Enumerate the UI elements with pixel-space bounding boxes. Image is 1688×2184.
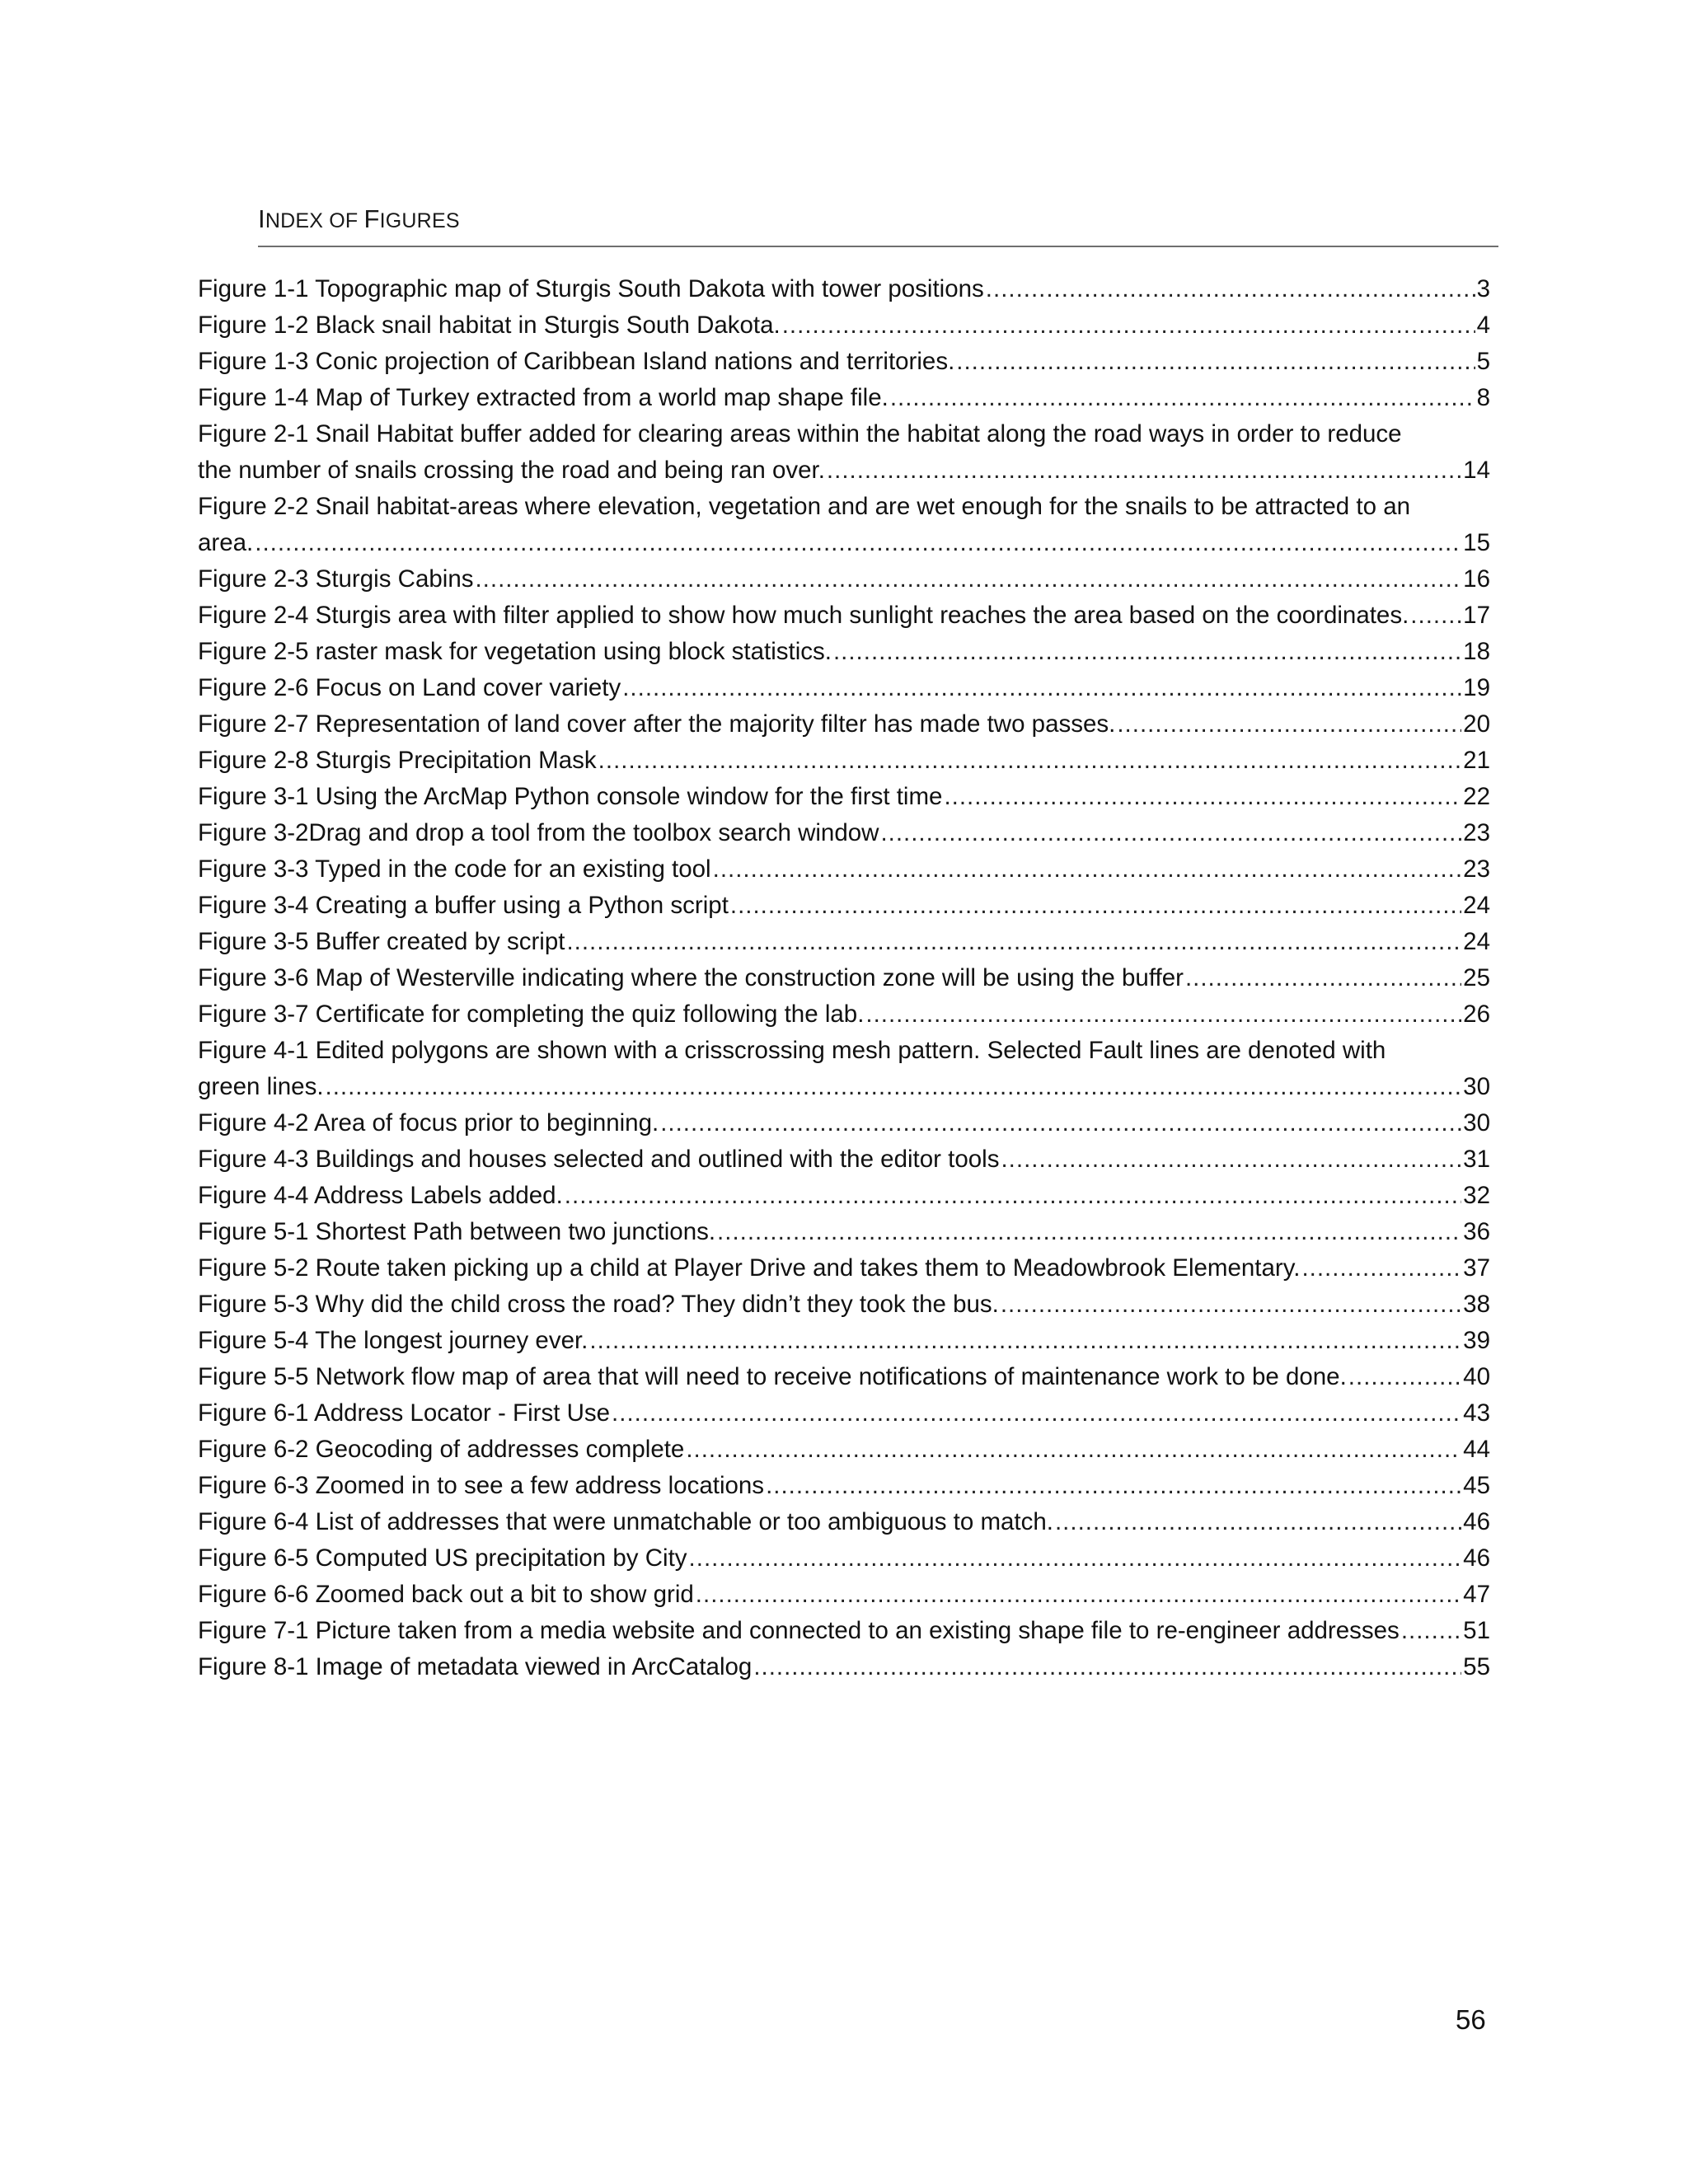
figure-entry-leader-line xyxy=(198,1649,1490,1685)
figure-entry-title: Figure 5-5 Network flow map of area that will need to receive notifications of maintenance work to be done. xyxy=(198,1363,1347,1390)
figure-entry-title: Figure 3-3 Typed in the code for an existing tool xyxy=(198,855,711,883)
figure-entry-page-number: 47 xyxy=(1463,1581,1490,1608)
dot-leader xyxy=(986,271,1475,307)
dot-leader xyxy=(1348,1359,1461,1395)
figure-entry-title: Figure 5-1 Shortest Path between two junctions. xyxy=(198,1218,716,1245)
figure-entry-leader-line xyxy=(198,561,1490,598)
figure-entry[interactable] xyxy=(198,1649,1490,1685)
figure-entry-page-number: 21 xyxy=(1463,747,1490,774)
dot-leader xyxy=(566,924,1461,960)
figure-entry[interactable] xyxy=(198,1468,1490,1504)
figure-entry-page-number: 4 xyxy=(1476,312,1490,339)
figure-entry[interactable] xyxy=(198,1540,1490,1577)
figure-entry-leader-line xyxy=(198,525,1490,561)
dot-leader xyxy=(565,1178,1461,1214)
dot-leader xyxy=(1185,960,1461,996)
figure-entry[interactable] xyxy=(198,1577,1490,1613)
dot-leader xyxy=(782,307,1475,344)
figure-entry-page-number: 46 xyxy=(1463,1544,1490,1572)
figure-entry-title: Figure 6-1 Address Locator - First Use xyxy=(198,1399,611,1427)
figure-entry-title: Figure 1-1 Topographic map of Sturgis South Dakota with tower positions xyxy=(198,275,984,302)
figure-entry-title: area. xyxy=(198,529,254,556)
figure-entry[interactable] xyxy=(198,996,1490,1033)
figure-entry-page-number: 16 xyxy=(1463,565,1490,593)
dot-leader xyxy=(1055,1504,1461,1540)
figure-entry-title: Figure 7-1 Picture taken from a media website and connected to an existing shape file to re-engineer addresses xyxy=(198,1617,1400,1644)
figure-entry-title: Figure 2-8 Sturgis Precipitation Mask xyxy=(198,747,597,774)
figure-entry[interactable] xyxy=(198,1105,1490,1141)
figure-entry[interactable] xyxy=(198,1504,1490,1540)
figure-entry-leader-line xyxy=(198,1432,1490,1468)
figure-entry-page-number: 31 xyxy=(1463,1146,1490,1173)
figure-entry-page-number: 32 xyxy=(1463,1182,1490,1209)
dot-leader xyxy=(589,1323,1461,1359)
figure-entry-page-number: 14 xyxy=(1463,457,1490,484)
figure-entry-leader-line xyxy=(198,1468,1490,1504)
figure-entry-title: Figure 3-1 Using the ArcMap Python console window for the first time xyxy=(198,783,943,810)
figure-entry-page-number: 20 xyxy=(1463,710,1490,738)
figure-entry-leader-line xyxy=(198,1286,1490,1323)
figure-entry-title: Figure 5-2 Route taken picking up a child at Player Drive and takes them to Meadowbrook Elementary. xyxy=(198,1254,1301,1282)
figure-entry-page-number: 26 xyxy=(1463,1001,1490,1028)
dot-leader xyxy=(686,1432,1461,1468)
figure-entry-page-number: 40 xyxy=(1463,1363,1490,1390)
figure-entry-page-number: 15 xyxy=(1463,529,1490,556)
figure-entry-leader-line xyxy=(198,1105,1490,1141)
figure-entry[interactable] xyxy=(198,1613,1490,1649)
dot-leader xyxy=(1117,706,1461,743)
dot-leader xyxy=(696,1577,1461,1613)
figure-entry-title: Figure 6-2 Geocoding of addresses complete xyxy=(198,1436,685,1463)
figure-entry-title: Figure 4-4 Address Labels added. xyxy=(198,1182,563,1209)
figure-entry-title: Figure 1-2 Black snail habitat in Sturgis South Dakota. xyxy=(198,312,781,339)
figure-entry-page-number: 5 xyxy=(1476,348,1490,375)
figure-entry-page-number: 18 xyxy=(1463,638,1490,665)
figure-entry-leader-line xyxy=(198,960,1490,996)
figure-entry-page-number: 8 xyxy=(1476,384,1490,411)
figure-entry-title-line: Figure 2-1 Snail Habitat buffer added for clearing areas within the habitat along the road ways in order to reduce xyxy=(198,420,1402,448)
figure-entry[interactable] xyxy=(198,960,1490,996)
dot-leader xyxy=(612,1395,1461,1432)
figure-entry-leader-line xyxy=(198,888,1490,924)
figure-entry[interactable] xyxy=(198,344,1490,380)
figure-entry[interactable] xyxy=(198,815,1490,851)
figure-entry[interactable] xyxy=(198,851,1490,888)
figure-entry-title: Figure 6-4 List of addresses that were unmatchable or too ambiguous to match. xyxy=(198,1508,1053,1535)
figure-entry-title: green lines. xyxy=(198,1073,324,1100)
figure-entry[interactable] xyxy=(198,743,1490,779)
figure-entry-leader-line xyxy=(198,598,1490,634)
dot-leader xyxy=(622,670,1461,706)
figure-entry-leader-line xyxy=(198,743,1490,779)
figure-entry[interactable] xyxy=(198,561,1490,598)
dot-leader xyxy=(475,561,1461,598)
dot-leader xyxy=(880,815,1461,851)
figure-entry-leader-line xyxy=(198,1395,1490,1432)
figure-entry[interactable] xyxy=(198,888,1490,924)
figure-entry-leader-line xyxy=(198,1069,1490,1105)
page-number: 56 xyxy=(1456,2004,1486,2035)
figure-entry-title: Figure 5-3 Why did the child cross the road? They didn’t they took the bus. xyxy=(198,1291,999,1318)
dot-leader xyxy=(890,380,1475,416)
figure-entry-page-number: 51 xyxy=(1463,1617,1490,1644)
figure-entry-title: Figure 5-4 The longest journey ever. xyxy=(198,1327,588,1354)
figure-entry-title: Figure 1-3 Conic projection of Caribbean Island nations and territories. xyxy=(198,348,955,375)
dot-leader xyxy=(865,996,1461,1033)
figure-entry-leader-line xyxy=(198,670,1490,706)
dot-leader xyxy=(255,525,1461,561)
figure-entry-leader-line xyxy=(198,851,1490,888)
figure-entry-title: Figure 4-2 Area of focus prior to beginning. xyxy=(198,1109,659,1137)
figure-entry-page-number: 38 xyxy=(1463,1291,1490,1318)
figure-entry-title: Figure 1-4 Map of Turkey extracted from a world map shape file. xyxy=(198,384,889,411)
figure-entry[interactable] xyxy=(198,416,1490,489)
figure-entry[interactable] xyxy=(198,924,1490,960)
dot-leader xyxy=(753,1649,1461,1685)
figure-entry-title: Figure 2-6 Focus on Land cover variety xyxy=(198,674,621,701)
figure-entry[interactable] xyxy=(198,634,1490,670)
figure-entry-title: Figure 3-7 Certificate for completing the quiz following the lab. xyxy=(198,1001,865,1028)
figure-entry-leader-line xyxy=(198,1141,1490,1178)
figure-entry[interactable] xyxy=(198,1359,1490,1395)
figure-entry-page-number: 22 xyxy=(1463,783,1490,810)
figure-entry-title: Figure 6-3 Zoomed in to see a few address locations xyxy=(198,1472,765,1499)
figure-entry[interactable] xyxy=(198,1214,1490,1250)
dot-leader xyxy=(730,888,1461,924)
dot-leader xyxy=(1401,1613,1461,1649)
figure-entry[interactable] xyxy=(198,380,1490,416)
figure-entry-title: Figure 3-2Drag and drop a tool from the toolbox search window xyxy=(198,819,879,846)
figure-entry-title: Figure 4-3 Buildings and houses selected and outlined with the editor tools xyxy=(198,1146,1000,1173)
index-heading-text: INDEX OF FIGURES xyxy=(258,204,460,233)
figure-entry-page-number: 55 xyxy=(1463,1653,1490,1680)
figure-entry-title: Figure 2-3 Sturgis Cabins xyxy=(198,565,474,593)
figure-entry-leader-line xyxy=(198,380,1490,416)
dot-leader xyxy=(598,743,1462,779)
dot-leader xyxy=(944,779,1461,815)
figure-entry[interactable] xyxy=(198,1178,1490,1214)
figure-entry-title: Figure 8-1 Image of metadata viewed in ArcCatalog xyxy=(198,1653,753,1680)
dot-leader xyxy=(1001,1286,1461,1323)
dot-leader xyxy=(326,1069,1462,1105)
figure-entry-page-number: 44 xyxy=(1463,1436,1490,1463)
figure-entry-leader-line xyxy=(198,1178,1490,1214)
dot-leader xyxy=(717,1214,1461,1250)
figure-entry[interactable] xyxy=(198,779,1490,815)
figure-entry-page-number: 45 xyxy=(1463,1472,1490,1499)
figure-entry[interactable] xyxy=(198,706,1490,743)
figure-entry-leader-line xyxy=(198,1577,1490,1613)
dot-leader xyxy=(1301,1250,1461,1286)
figure-entry-leader-line xyxy=(198,1323,1490,1359)
figure-entry-leader-line xyxy=(198,344,1490,380)
dot-leader xyxy=(833,634,1461,670)
figure-entry-page-number: 25 xyxy=(1463,964,1490,991)
figure-entry-title: Figure 2-7 Representation of land cover after the majority filter has made two passes. xyxy=(198,710,1116,738)
figure-entry-page-number: 43 xyxy=(1463,1399,1490,1427)
figure-entry-page-number: 30 xyxy=(1463,1073,1490,1100)
figure-entry-leader-line xyxy=(198,452,1490,489)
figure-entry-page-number: 30 xyxy=(1463,1109,1490,1137)
figure-entry-title: Figure 6-5 Computed US precipitation by City xyxy=(198,1544,687,1572)
dot-leader xyxy=(827,452,1461,489)
figure-entry-title: Figure 2-4 Sturgis area with filter applied to show how much sunlight reaches the area based on the coordinates. xyxy=(198,602,1409,629)
figure-entry[interactable] xyxy=(198,489,1490,561)
figure-entry-page-number: 24 xyxy=(1463,892,1490,919)
index-heading xyxy=(258,201,1498,247)
figure-entry-title: the number of snails crossing the road and being ran over. xyxy=(198,457,825,484)
figure-index-list xyxy=(198,271,1490,1685)
figure-entry[interactable] xyxy=(198,1141,1490,1178)
figure-entry-page-number: 23 xyxy=(1463,855,1490,883)
figure-entry-page-number: 37 xyxy=(1463,1254,1490,1282)
dot-leader xyxy=(689,1540,1462,1577)
figure-entry-leader-line xyxy=(198,1250,1490,1286)
figure-entry[interactable] xyxy=(198,598,1490,634)
figure-entry-page-number: 17 xyxy=(1463,602,1490,629)
figure-entry[interactable] xyxy=(198,1323,1490,1359)
figure-entry-page-number: 23 xyxy=(1463,819,1490,846)
figure-entry[interactable] xyxy=(198,1033,1490,1105)
figure-entry-title: Figure 3-6 Map of Westerville indicating where the construction zone will be using the buffer xyxy=(198,964,1184,991)
dot-leader xyxy=(766,1468,1461,1504)
dot-leader xyxy=(1001,1141,1461,1178)
dot-leader xyxy=(956,344,1475,380)
figure-entry-leader-line xyxy=(198,1540,1490,1577)
figure-entry-page-number: 24 xyxy=(1463,928,1490,955)
figure-entry-page-number: 19 xyxy=(1463,674,1490,701)
figure-entry-title: Figure 6-6 Zoomed back out a bit to show grid xyxy=(198,1581,694,1608)
figure-entry-title-line: Figure 4-1 Edited polygons are shown with a crisscrossing mesh pattern. Selected Fault lines are denoted with xyxy=(198,1037,1386,1064)
figure-entry[interactable] xyxy=(198,1395,1490,1432)
figure-entry-leader-line xyxy=(198,1214,1490,1250)
figure-entry[interactable] xyxy=(198,1286,1490,1323)
figure-entry-leader-line xyxy=(198,706,1490,743)
dot-leader xyxy=(713,851,1462,888)
figure-entry-leader-line xyxy=(198,271,1490,307)
figure-entry-title: Figure 3-5 Buffer created by script xyxy=(198,928,565,955)
figure-entry-title-line: Figure 2-2 Snail habitat-areas where elevation, vegetation and are wet enough for the snails to be attracted to an xyxy=(198,493,1411,520)
dot-leader xyxy=(660,1105,1461,1141)
figure-entry-page-number: 36 xyxy=(1463,1218,1490,1245)
figure-entry-leader-line xyxy=(198,779,1490,815)
figure-entry-leader-line xyxy=(198,924,1490,960)
figure-entry-page-number: 39 xyxy=(1463,1327,1490,1354)
figure-entry[interactable] xyxy=(198,670,1490,706)
figure-entry-page-number: 46 xyxy=(1463,1508,1490,1535)
figure-entry-leader-line xyxy=(198,634,1490,670)
figure-entry-leader-line xyxy=(198,1613,1490,1649)
figure-entry-leader-line xyxy=(198,996,1490,1033)
figure-entry-title: Figure 2-5 raster mask for vegetation using block statistics. xyxy=(198,638,832,665)
figure-entry[interactable] xyxy=(198,307,1490,344)
figure-entry-leader-line xyxy=(198,1359,1490,1395)
figure-entry-title: Figure 3-4 Creating a buffer using a Python script xyxy=(198,892,729,919)
figure-entry-leader-line xyxy=(198,307,1490,344)
figure-entry-page-number: 3 xyxy=(1476,275,1490,302)
figure-entry-leader-line xyxy=(198,815,1490,851)
figure-entry[interactable] xyxy=(198,1432,1490,1468)
dot-leader xyxy=(1410,598,1461,634)
figure-entry[interactable] xyxy=(198,271,1490,307)
figure-entry-leader-line xyxy=(198,1504,1490,1540)
figure-entry[interactable] xyxy=(198,1250,1490,1286)
